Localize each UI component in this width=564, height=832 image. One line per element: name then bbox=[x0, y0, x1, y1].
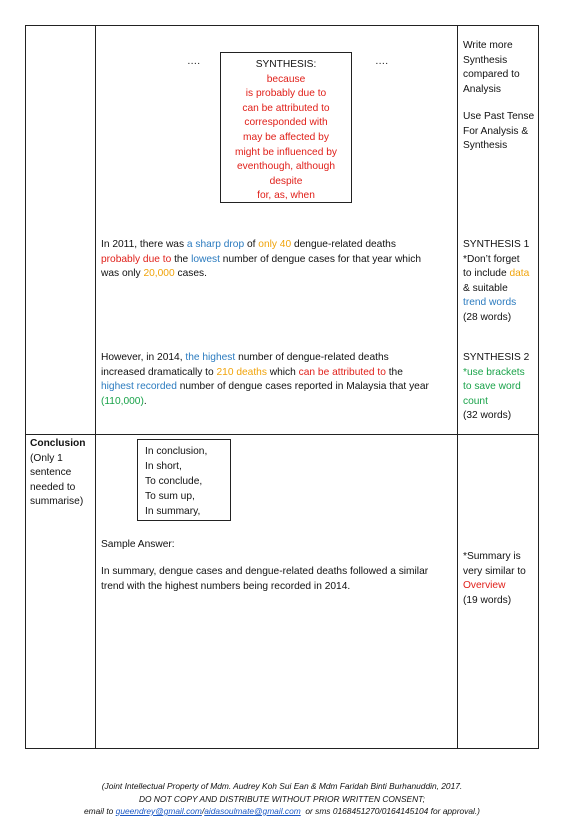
footer-text: or sms 0168451270/0164145104 for approval.) bbox=[300, 806, 480, 816]
column-divider-2 bbox=[457, 25, 458, 749]
text: number of dengue cases reported in Malaysia that year bbox=[176, 381, 429, 393]
footer-contact bbox=[0, 805, 564, 818]
ellipsis-right: …. bbox=[375, 56, 389, 67]
footer-line: DO NOT COPY AND DISTRIBUTE WITHOUT PRIOR WRITTEN CONSENT; bbox=[139, 793, 425, 804]
conclusion-sub: needed to bbox=[30, 481, 76, 493]
synthesis-phrase: corresponded with bbox=[244, 117, 328, 129]
text: was only bbox=[101, 268, 144, 280]
note-line: & suitable bbox=[463, 282, 508, 294]
text: the bbox=[171, 253, 192, 265]
synthesis-phrase: might be influenced by bbox=[235, 146, 337, 158]
synthesis-phrase: can be attributed to bbox=[242, 102, 330, 114]
synthesis-word: can be attributed to bbox=[298, 366, 386, 378]
text: . bbox=[143, 395, 147, 407]
synthesis-phrase: because bbox=[266, 73, 306, 85]
note-highlight: Overview bbox=[463, 580, 506, 592]
footer-copyright bbox=[0, 780, 564, 818]
note-title: SYNTHESIS 2 bbox=[463, 352, 530, 363]
note-word-count: (32 words) bbox=[463, 410, 512, 422]
synthesis-box-title: SYNTHESIS: bbox=[255, 59, 317, 70]
conclusion-sub: sentence bbox=[30, 467, 72, 479]
text: of bbox=[244, 239, 259, 250]
trend-word: a sharp drop bbox=[186, 239, 245, 250]
footer-text: email to bbox=[84, 806, 116, 816]
conclusion-label bbox=[30, 437, 85, 510]
conclusion-phrase: In conclusion, bbox=[145, 446, 208, 457]
data-value: only 40 bbox=[258, 239, 292, 250]
synthesis1-note bbox=[463, 238, 529, 326]
text: However, in 2014, bbox=[101, 352, 186, 363]
conclusion-phrase: In summary, bbox=[145, 506, 201, 517]
synthesis-phrase: for, as, when bbox=[257, 190, 315, 202]
conclusion-heading: Conclusion bbox=[30, 438, 86, 449]
footer-text: / bbox=[201, 806, 205, 816]
synthesis2-paragraph bbox=[101, 351, 453, 409]
note-line: to include bbox=[463, 268, 510, 280]
conclusion-note bbox=[463, 550, 526, 608]
conclusion-sub: summarise) bbox=[30, 496, 84, 508]
ellipsis-left: …. bbox=[187, 56, 201, 67]
table-border-bottom bbox=[25, 748, 539, 749]
synthesis2-note bbox=[463, 351, 529, 424]
note-line: compared to bbox=[463, 69, 520, 81]
text: the bbox=[385, 366, 403, 378]
note-past-tense bbox=[463, 110, 534, 154]
trend-word: highest recorded bbox=[101, 381, 177, 393]
note-highlight: count bbox=[463, 395, 488, 407]
synthesis-phrase: despite bbox=[269, 175, 303, 187]
note-line: Analysis bbox=[463, 83, 501, 95]
trend-word: lowest bbox=[191, 253, 220, 265]
synthesis-phrase: may be affected by bbox=[243, 131, 329, 143]
synthesis1-paragraph bbox=[101, 238, 453, 282]
note-line: very similar to bbox=[463, 565, 526, 577]
note-highlight: trend words bbox=[463, 297, 517, 309]
note-line: Synthesis bbox=[463, 54, 508, 66]
conclusion-phrases-box bbox=[137, 439, 231, 521]
conclusion-phrase: To conclude, bbox=[145, 476, 203, 487]
table-border-right bbox=[538, 25, 539, 749]
text: which bbox=[266, 366, 299, 378]
text: number of dengue-related deaths bbox=[235, 352, 389, 363]
answer-line: In summary, dengue cases and dengue-related deaths followed a similar bbox=[101, 566, 429, 577]
note-line: Synthesis bbox=[463, 140, 508, 152]
table-border-left bbox=[25, 25, 26, 749]
email-link-aidasoulmate[interactable]: aidasoulmate@gmail.com bbox=[204, 806, 301, 816]
text: In 2011, there was bbox=[101, 239, 187, 250]
data-value: (110,000) bbox=[101, 395, 144, 407]
conclusion-phrase: To sum up, bbox=[145, 491, 195, 502]
row-divider bbox=[25, 434, 539, 435]
text: dengue-related deaths bbox=[291, 239, 396, 250]
text: number of dengue cases for that year which bbox=[219, 253, 421, 265]
synthesis-word: probably due to bbox=[101, 253, 172, 265]
data-value: 20,000 bbox=[143, 268, 175, 280]
sample-answer-label: Sample Answer: bbox=[101, 539, 175, 550]
note-word-count: (28 words) bbox=[463, 311, 512, 323]
note-line: Write more bbox=[463, 40, 513, 51]
note-write-more bbox=[463, 39, 520, 97]
note-line: *Summary is bbox=[463, 551, 521, 562]
text: increased dramatically to bbox=[101, 366, 217, 378]
note-highlight: data bbox=[509, 268, 530, 280]
footer-line: (Joint Intellectual Property of Mdm. Audrey Koh Sui Ean & Mdm Faridah Binti Burhanuddin, 2017. bbox=[101, 781, 463, 791]
note-title: SYNTHESIS 1 bbox=[463, 239, 530, 250]
note-line: Use Past Tense bbox=[463, 111, 535, 122]
data-value: 210 deaths bbox=[216, 366, 267, 378]
table-border-top bbox=[25, 25, 539, 26]
trend-word: the highest bbox=[185, 352, 236, 363]
text: cases. bbox=[174, 268, 207, 280]
note-word-count: (19 words) bbox=[463, 594, 512, 606]
column-divider-1 bbox=[95, 25, 96, 749]
conclusion-sub: (Only 1 bbox=[30, 452, 63, 464]
note-line: For Analysis & bbox=[463, 125, 529, 137]
note-highlight: to save word bbox=[463, 381, 521, 393]
note-line: *Don’t forget bbox=[463, 253, 520, 265]
synthesis-phrases-box bbox=[220, 52, 352, 203]
answer-line: trend with the highest numbers being recorded in 2014. bbox=[101, 580, 351, 592]
email-link-queendrey[interactable]: queendrey@gmail.com bbox=[115, 806, 202, 816]
synthesis-phrase: is probably due to bbox=[245, 88, 327, 100]
conclusion-phrase: In short, bbox=[145, 461, 182, 472]
synthesis-phrase: eventhough, although bbox=[237, 161, 335, 173]
note-highlight: *use brackets bbox=[463, 366, 525, 378]
sample-answer-text bbox=[101, 565, 453, 594]
